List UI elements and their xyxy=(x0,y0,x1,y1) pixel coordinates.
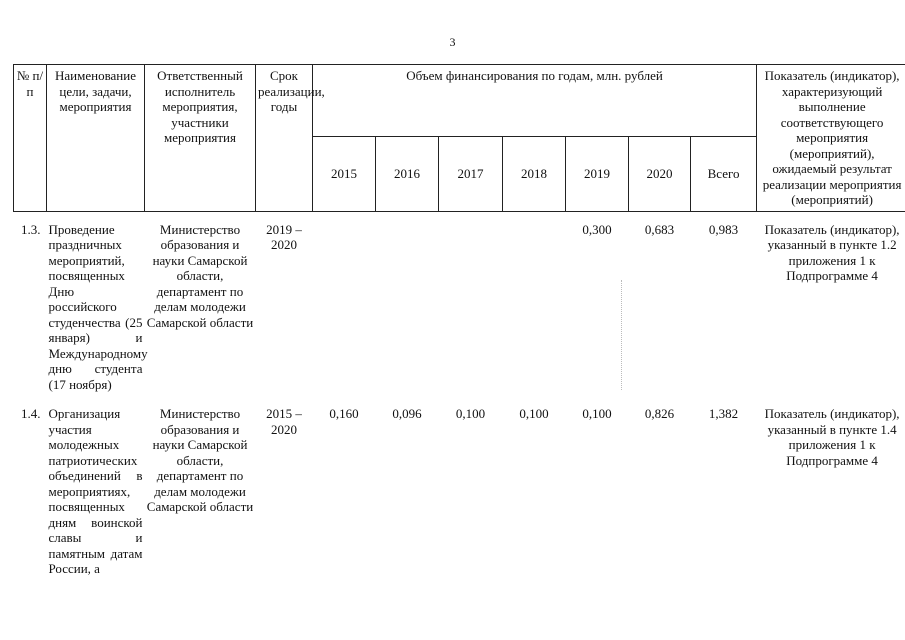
row-value-2018 xyxy=(503,211,566,392)
row-indicator: Показатель (индикатор), указанный в пункте 1.4 приложения 1 к Подпрограмме 4 xyxy=(764,406,900,468)
row-executor: Министерство образования и науки Самарской области, департамент по делам молодежи Самарской области xyxy=(146,406,254,514)
financing-table xyxy=(13,64,905,577)
row-value-total: 0,983 xyxy=(708,221,739,237)
row-period: 2015 – 2020 xyxy=(266,406,302,437)
header-year: 2019 xyxy=(566,136,629,211)
header-year: 2018 xyxy=(503,136,566,211)
row-value-2015 xyxy=(313,211,376,392)
row-value-2015: 0,160 xyxy=(329,406,359,421)
row-value-2017 xyxy=(439,211,503,392)
row-value-total: 1,382 xyxy=(708,406,739,421)
row-value-2020: 0,683 xyxy=(644,221,675,237)
row-period: 2019 – 2020 xyxy=(266,221,302,252)
header-year: 2017 xyxy=(439,136,503,211)
row-num: 1.3. xyxy=(21,221,41,237)
header-total: Всего xyxy=(691,136,757,211)
row-name: Проведение праздничных мероприятий, посвященных Дню российского студенчества (25 января) и Международному дню студента (17 ноября) xyxy=(48,221,148,392)
scan-artifact-dots xyxy=(621,280,624,390)
row-value-2017: 0,100 xyxy=(455,406,486,421)
row-executor: Министерство образования и науки Самарской области, департамент по делам молодежи Самарской области xyxy=(146,221,254,330)
row-name: Организация участия молодежных патриотических объединений в мероприятиях, посвященных дням воинской славы и памятным датам России, а xyxy=(48,406,143,576)
header-row xyxy=(14,65,905,137)
row-num: 1.4. xyxy=(21,406,41,421)
row-value-2016: 0,096 xyxy=(392,406,422,421)
header-num: № п/п xyxy=(14,65,47,212)
header-executor: Ответственный исполнитель мероприятия, участники мероприятия xyxy=(145,65,256,212)
header-indicator: Показатель (индикатор), характеризующий выполнение соответствующего мероприятия (мероприятий), ожидаемый результат реализации мероприятия (мероприятий) xyxy=(757,65,905,212)
header-year: 2015 xyxy=(313,136,376,211)
row-value-2019: 0,100 xyxy=(582,406,612,421)
row-value-2019: 0,300 xyxy=(582,221,612,237)
header-name: Наименование цели, задачи, мероприятия xyxy=(47,65,145,212)
row-indicator: Показатель (индикатор), указанный в пункте 1.2 приложения 1 к Подпрограмме 4 xyxy=(764,221,900,283)
header-funding: Объем финансирования по годам, млн. рублей xyxy=(313,65,757,137)
row-value-2020: 0,826 xyxy=(644,406,675,421)
row-value-2016 xyxy=(376,211,439,392)
page-number: 3 xyxy=(449,35,456,49)
row-value-2018: 0,100 xyxy=(519,406,549,421)
header-year: 2016 xyxy=(376,136,439,211)
header-year: 2020 xyxy=(629,136,691,211)
table-row xyxy=(14,392,905,577)
table-row xyxy=(14,211,905,392)
header-period: Срок реализации, годы xyxy=(256,65,313,212)
